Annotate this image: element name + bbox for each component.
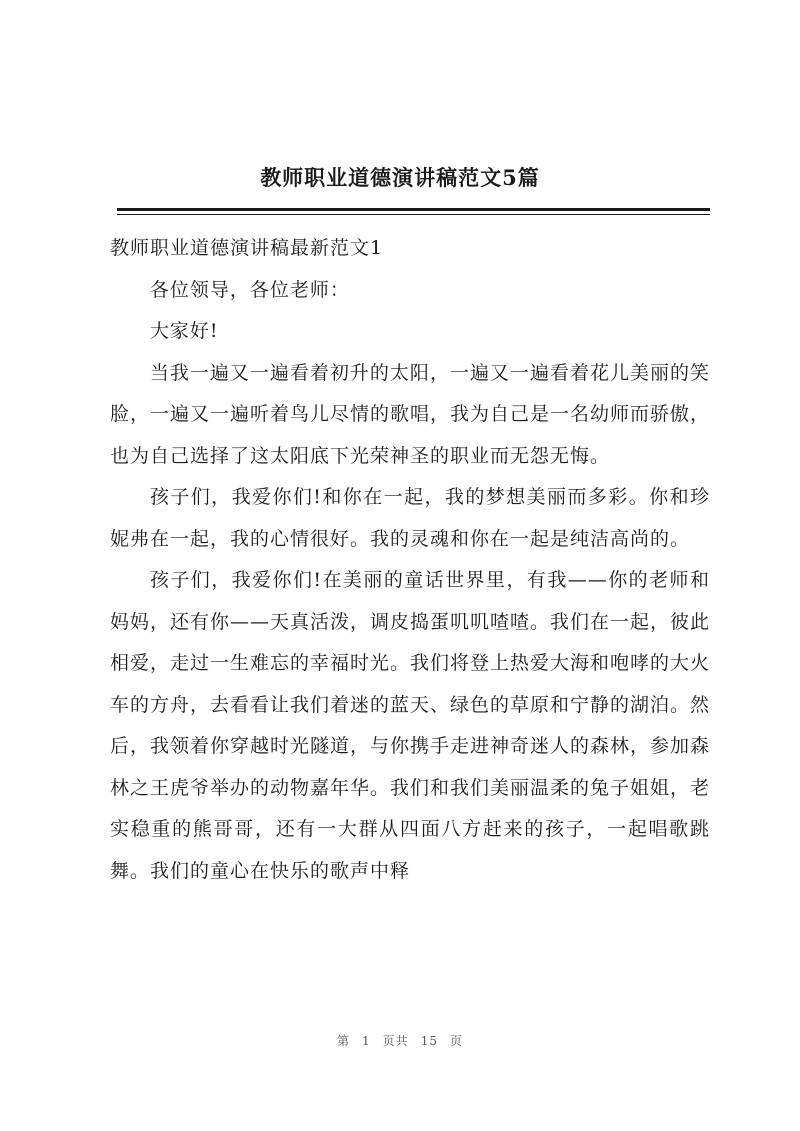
title-divider-thick xyxy=(117,208,710,211)
paragraph-greeting: 大家好! xyxy=(149,320,219,342)
paragraph-salutation: 各位领导，各位老师： xyxy=(149,278,350,301)
paragraph-2: 孩子们，我爱你们!和你在一起，我的梦想美丽而多彩。你和珍妮弗在一起，我的心情很好。我的灵魂和你在一起是纯洁高尚的。 xyxy=(110,486,710,550)
title-divider-thin xyxy=(117,214,710,215)
section-heading: 教师职业道德演讲稿最新范文1 xyxy=(110,237,384,259)
footer-current-page: 1 xyxy=(362,1034,371,1048)
footer-prefix: 第 xyxy=(337,1034,351,1048)
footer-middle: 页共 xyxy=(382,1034,409,1048)
paragraph-1: 当我一遍又一遍看着初升的太阳，一遍又一遍看着花儿美丽的笑脸，一遍又一遍听着鸟儿尽情的歌唱，我为自己是一名幼师而骄傲，也为自己选择了这太阳底下光荣神圣的职业而无怨无悔。 xyxy=(110,361,711,467)
footer-suffix: 页 xyxy=(449,1034,463,1048)
footer-total-pages: 15 xyxy=(420,1034,438,1048)
document-body xyxy=(110,228,710,892)
document-title: 教师职业道德演讲稿范文5篇 xyxy=(260,165,540,190)
paragraph-3: 孩子们，我爱你们!在美丽的童话世界里，有我——你的老师和妈妈，还有你——天真活泼，调皮捣蛋叽叽喳喳。我们在一起，彼此相爱，走过一生难忘的幸福时光。我们将登上热爱大海和咆哮的大火车的方舟，去看看让我们着迷的蓝天、绿色的草原和宁静的湖泊。然后，我领着你穿越时光隧道，与你携手走进神奇迷人的森林，参加森林之王虎爷举办的动物嘉年华。我们和我们美丽温柔的兔子姐姐，老实稳重的熊哥哥，还有一大群从四面八方赶来的孩子，一起唱歌跳舞。我们的童心在快乐的歌声中释 xyxy=(110,569,711,882)
page-footer xyxy=(0,1032,800,1049)
